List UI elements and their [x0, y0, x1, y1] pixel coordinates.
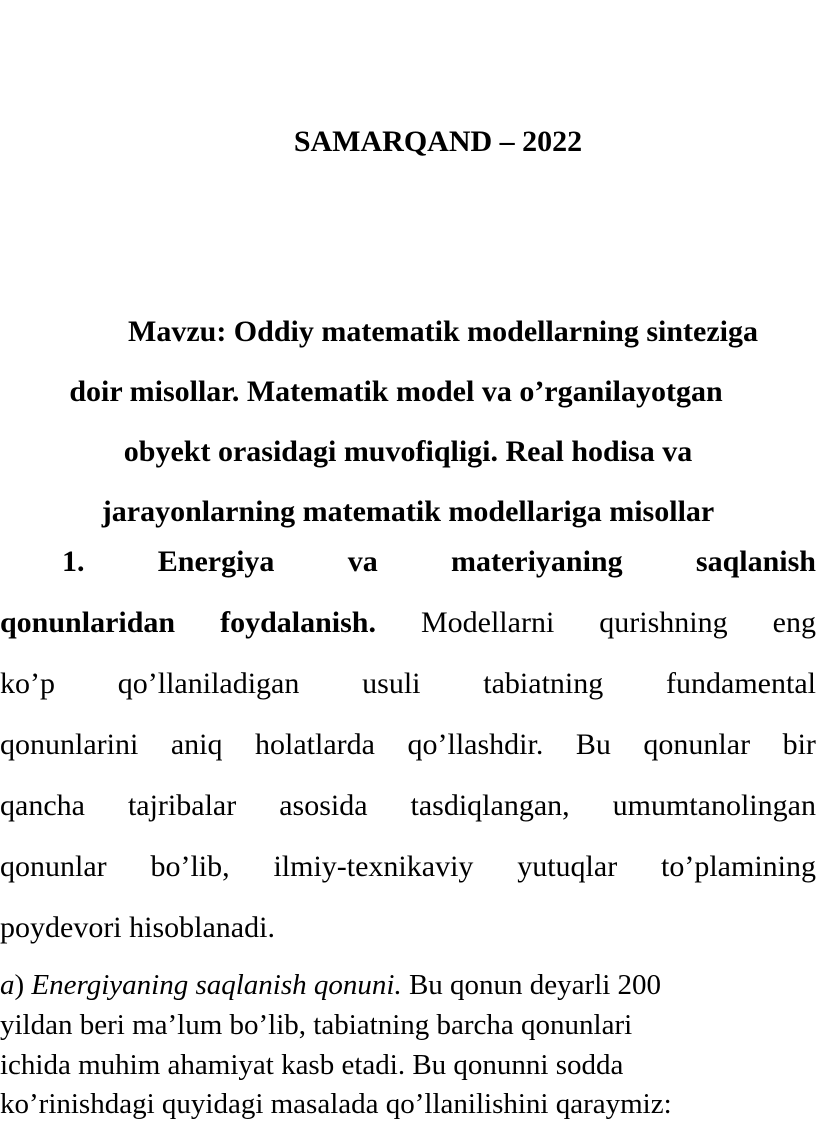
paragraph-line-7: poydevori hisoblanadi.	[0, 911, 275, 944]
text-word: ko’p	[0, 667, 55, 700]
text-word: bir	[782, 728, 816, 761]
paragraph-line-6	[0, 847, 816, 887]
text-word: eng	[772, 606, 816, 639]
text-word: Modellarni	[420, 606, 555, 639]
heading-word: foydalanish.	[220, 606, 376, 639]
text-word: qonunlar	[0, 850, 107, 883]
city-year-header: SAMARQAND – 2022	[293, 125, 583, 158]
text-word: qancha	[0, 789, 85, 822]
paragraph-line-4	[0, 725, 816, 765]
text-word: yutuqlar	[517, 850, 618, 883]
subsection-a-line-3: ichida muhim ahamiyat kasb etadi. Bu qonunni sodda	[0, 1049, 624, 1081]
text-word: umumtanolingan	[612, 789, 816, 822]
section-1-heading-line	[62, 542, 816, 582]
subsection-a-line-4: ko’rinishdagi quyidagi masalada qo’llanilishini qaraymiz:	[0, 1088, 672, 1120]
heading-word: va	[347, 545, 378, 578]
heading-word: qonunlaridan	[0, 606, 176, 639]
heading-word: saqlanish	[695, 545, 816, 578]
topic-line-2: doir misollar. Matematik model va o’rganilayotgan	[69, 375, 723, 408]
text-word: tajribalar	[127, 789, 237, 822]
text-word: fundamental	[666, 667, 816, 700]
paragraph-line-5	[0, 786, 816, 826]
text-word: qo’llaniladigan	[117, 667, 300, 700]
heading-word: materiyaning	[450, 545, 623, 578]
paragraph-line-3	[0, 664, 816, 704]
text-word: holatlarda	[255, 728, 375, 761]
topic-line-1: Mavzu: Oddiy matematik modellarning sinteziga	[128, 315, 758, 348]
text-word: tabiatning	[483, 667, 604, 700]
subsection-a-line-1	[0, 966, 661, 1004]
text-word: qo’llashdir.	[407, 728, 544, 761]
subsection-title: Energiyaning saqlanish qonuni.	[31, 969, 402, 1001]
text-word: qonunlarini	[0, 728, 139, 761]
text-word: qurishning	[599, 606, 728, 639]
paragraph-line-2	[0, 603, 816, 643]
text-word: asosida	[279, 789, 368, 822]
section-number: 1.	[62, 545, 85, 578]
subsection-text: Bu qonun deyarli 200	[401, 969, 662, 1001]
subsection-marker-paren: )	[14, 969, 25, 1001]
topic-heading	[0, 302, 816, 542]
topic-line-4: jarayonlarning matematik modellariga misollar	[101, 495, 715, 528]
subsection-marker: a	[0, 969, 15, 1001]
text-word: to’plamining	[661, 850, 816, 883]
text-word: Bu	[575, 728, 611, 761]
text-word: bo’lib,	[150, 850, 230, 883]
text-word: qonunlar	[643, 728, 751, 761]
text-word: tasdiqlangan,	[410, 789, 570, 822]
text-word: ilmiy-texnikaviy	[273, 850, 474, 883]
text-word: aniq	[170, 728, 223, 761]
subsection-a-line-2: yildan beri ma’lum bo’lib, tabiatning barcha qonunlari	[0, 1009, 633, 1041]
heading-word: Energiya	[157, 545, 275, 578]
topic-line-3: obyekt orasidagi muvofiqligi. Real hodisa va	[123, 435, 693, 468]
text-word: usuli	[362, 667, 421, 700]
